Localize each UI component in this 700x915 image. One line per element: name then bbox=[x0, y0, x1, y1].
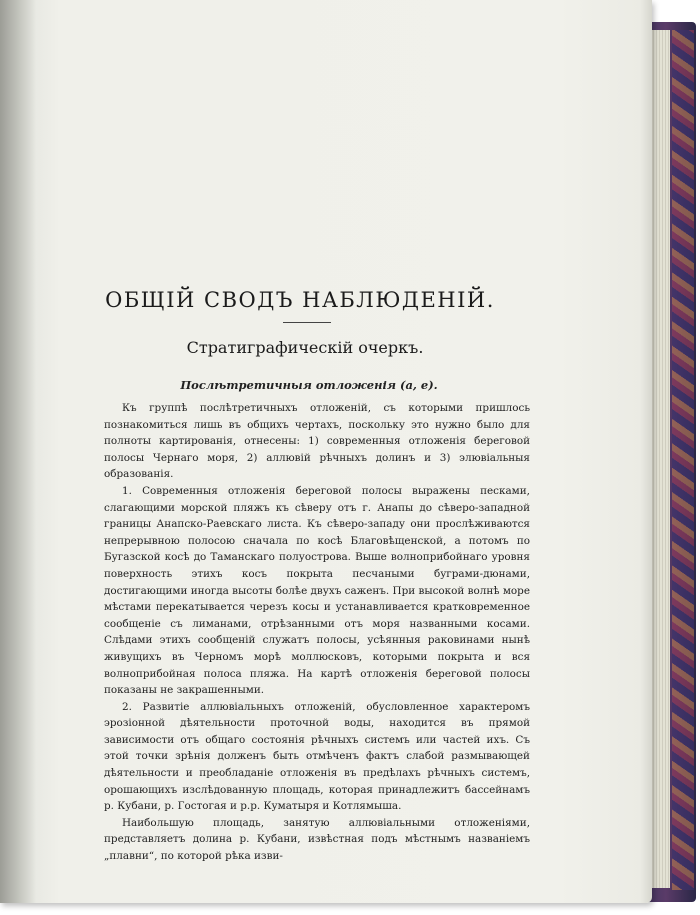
page-subtitle: Стратиграфическій очеркъ. bbox=[186, 338, 424, 357]
section-heading: Послѣтретичныя отложенія (a, e). bbox=[180, 378, 438, 392]
paragraph: 2. Развитіе аллювіальныхъ отложеній, обусловленное характеромъ эрозіонной дѣятельности проточной воды, находится въ прямой зависимости отъ общаго состоянія рѣчныхъ системъ или частей ихъ. Съ этой точки зрѣнія долженъ быть отмѣченъ фактъ слабой размывающей дѣятельности и преобладаніе отложенія въ предѣлахъ рѣчныхъ системъ, орошающихъ изслѣдованную площадь, которая принадлежитъ бассейнамъ р. Кубани, р. Гостогая и р.р. Куматыря и Котлямыша. bbox=[104, 700, 530, 813]
body-text bbox=[104, 400, 530, 865]
paragraph: Наибольшую площадь, занятую аллювіальными отложеніями, представляетъ долина р. Кубани, извѣстная подъ мѣстнымъ названіемъ „плавни“, по которой рѣка изви- bbox=[104, 816, 530, 863]
title-divider bbox=[283, 322, 331, 323]
page-gutter bbox=[0, 0, 36, 903]
marbled-edge bbox=[672, 30, 694, 890]
page-title: ОБЩIЙ СВОДЪ НАБЛЮДЕНIЙ. bbox=[105, 288, 495, 312]
paragraph: Къ группѣ послѣтретичныхъ отложеній, съ которыми пришлось познакомиться лишь въ общихъ чертахъ, поскольку это нужно было для полноты картированія, отнесены: 1) современныя отложенія береговой полосы Чернаго моря, 2) аллювій рѣчныхъ долинъ и 3) элювіальныя образованія. bbox=[104, 402, 530, 481]
paragraph: 1. Современныя отложенія береговой полосы выражены песками, слагающими морской пляжъ къ сѣверу отъ г. Анапы до сѣверо-западной границы Анапско-Раевскаго листа. Къ сѣверо-западу они прослѣживаются непрерывною полосою сначала по косѣ Благовѣщенской, а потомъ по Бугазской косѣ до Таманскаго полуострова. Выше волноприбойнаго уровня поверхность этихъ косъ покрыта песчаными буграми-дюнами, достигающими иногда высоты болѣе двухъ саженъ. При высокой волнѣ море мѣстами перекатывается черезъ косы и устанавливается кратковременное сообщеніе съ лиманами, отрѣзанными отъ моря названными косами. Слѣдами этихъ сообщеній служатъ полосы, усѣянныя раковинами нынѣ живущихъ въ Черномъ морѣ моллюсковъ, которыми покрыта и вся волноприбойная полоса пляжа. На картѣ отложенія береговой полосы показаны не закрашенными. bbox=[104, 484, 530, 697]
